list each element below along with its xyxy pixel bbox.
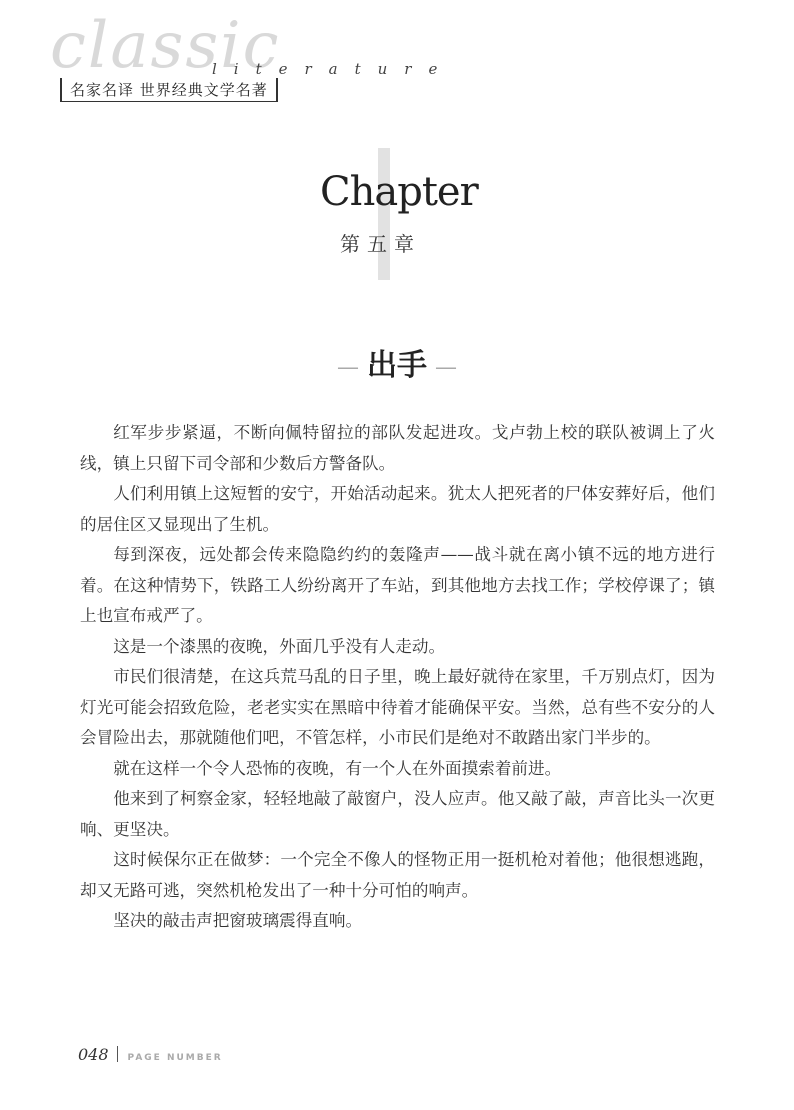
paragraph: 人们利用镇上这短暂的安宁，开始活动起来。犹太人把死者的尸体安葬好后，他们的居住区又显现出了生机。 (80, 484, 715, 534)
section-title-text: 出手 (367, 348, 427, 383)
title-dash-right: — (435, 354, 457, 380)
section-title (0, 340, 794, 384)
title-dash-left: — (337, 354, 359, 380)
page-number-label: PAGE NUMBER (127, 1053, 223, 1063)
paragraph: 市民们很清楚，在这兵荒马乱的日子里，晚上最好就待在家里，千万别点灯，因为灯光可能会招致危险，老老实实在黑暗中待着才能确保平安。当然，总有些不安分的人会冒险出去，那就随他们吧，不管怎样，小市民们是绝对不敢踏出家门半步的。 (80, 667, 715, 747)
footer-divider (117, 1046, 118, 1062)
chapter-number: 第五章 (340, 232, 421, 256)
paragraph: 这是一个漆黑的夜晚，外面几乎没有人走动。 (113, 636, 446, 656)
literature-caption: literature (212, 60, 455, 78)
paragraph: 每到深夜，远处都会传来隐隐约约的轰隆声——战斗就在离小镇不远的地方进行着。在这种情势下，铁路工人纷纷离开了车站，到其他地方去找工作；学校停课了；镇上也宣布戒严了。 (80, 545, 715, 625)
classic-watermark: classic (50, 9, 281, 83)
paragraph: 他来到了柯察金家，轻轻地敲了敲窗户，没人应声。他又敲了敲，声音比头一次更响、更坚决。 (80, 789, 715, 839)
chapter-heading: Chapter (320, 169, 478, 215)
paragraph: 就在这样一个令人恐怖的夜晚，有一个人在外面摸索着前进。 (113, 758, 562, 778)
series-title: 名家名译 世界经典文学名著 (60, 78, 278, 102)
paragraph: 这时候保尔正在做梦：一个完全不像人的怪物正用一挺机枪对着他；他很想逃跑，却又无路可逃，突然机枪发出了一种十分可怕的响声。 (80, 850, 715, 900)
paragraph: 坚决的敲击声把窗玻璃震得直响。 (113, 911, 363, 930)
series-header (40, 9, 560, 104)
page-footer (78, 1045, 223, 1064)
page-number: 048 (78, 1045, 109, 1064)
paragraph: 红军步步紧逼，不断向佩特留拉的部队发起进攻。戈卢勃上校的联队被调上了火线，镇上只留下司令部和少数后方警备队。 (80, 423, 715, 473)
body-text (80, 418, 715, 937)
